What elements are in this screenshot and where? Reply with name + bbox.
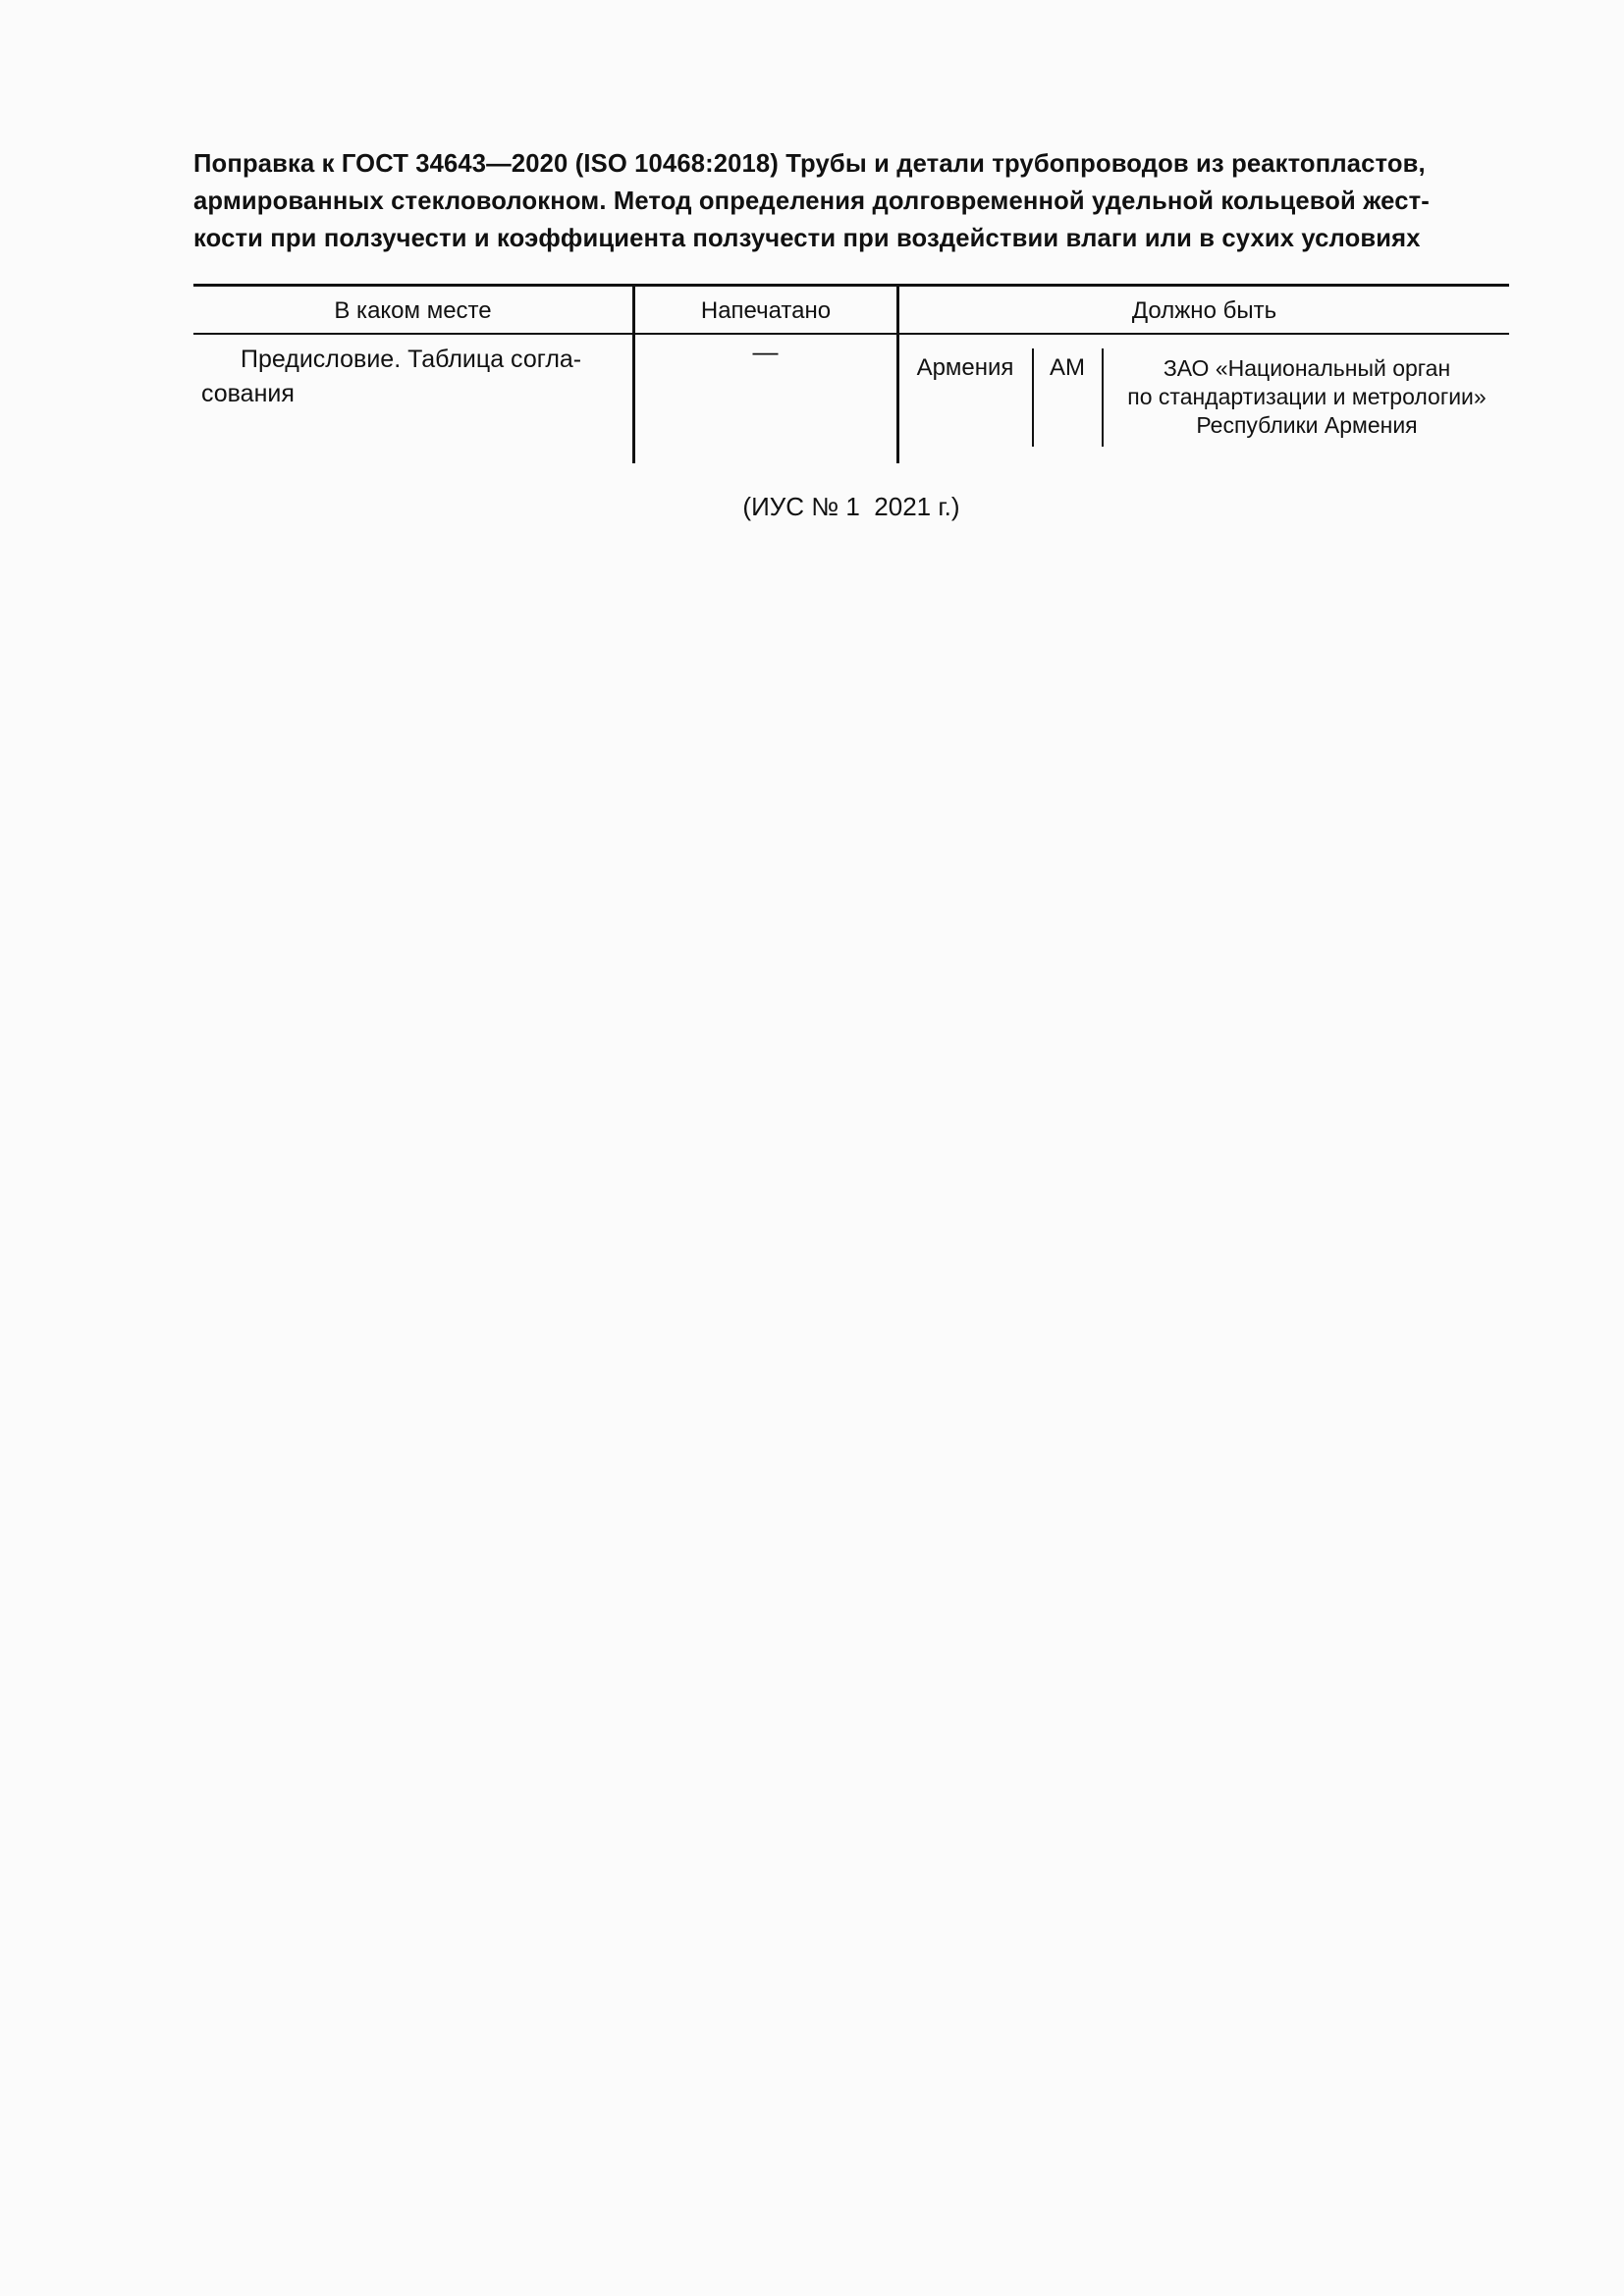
subcolumn-divider-code — [1102, 348, 1104, 447]
table-row-where: Предисловие. Таблица согла-сования — [201, 346, 582, 407]
title-line-3: кости при ползучести и коэффициента ползучести при воздействии влаги или в сухих условиях — [193, 225, 1421, 252]
table-row-country-code: AM — [1050, 354, 1085, 381]
header-should-be: Должно быть — [1131, 297, 1277, 324]
organization-line-3: Республики Армения — [1196, 412, 1418, 438]
organization-line-1: ЗАО «Национальный орган — [1163, 355, 1451, 381]
title-line-2: армированных стекловолокном. Метод определения долговременной удельной кольцевой жест- — [193, 187, 1430, 215]
table-top-rule — [193, 284, 1509, 287]
title-line-1: Поправка к ГОСТ 34643—2020 (ISO 10468:2018) Трубы и детали трубопроводов из реактопластов, — [193, 150, 1426, 178]
publication-reference: (ИУС № 1 2021 г.) — [742, 492, 960, 521]
table-row-printed: — — [752, 337, 779, 366]
organization-line-2: по стандартизации и метрологии» — [1127, 384, 1487, 409]
correction-table — [193, 284, 1509, 463]
header-printed: Напечатано — [700, 297, 832, 324]
header-where: В каком месте — [334, 297, 492, 324]
document-title — [193, 145, 1509, 257]
table-row-country: Армения — [916, 354, 1014, 381]
table-row-organization — [1105, 354, 1509, 440]
